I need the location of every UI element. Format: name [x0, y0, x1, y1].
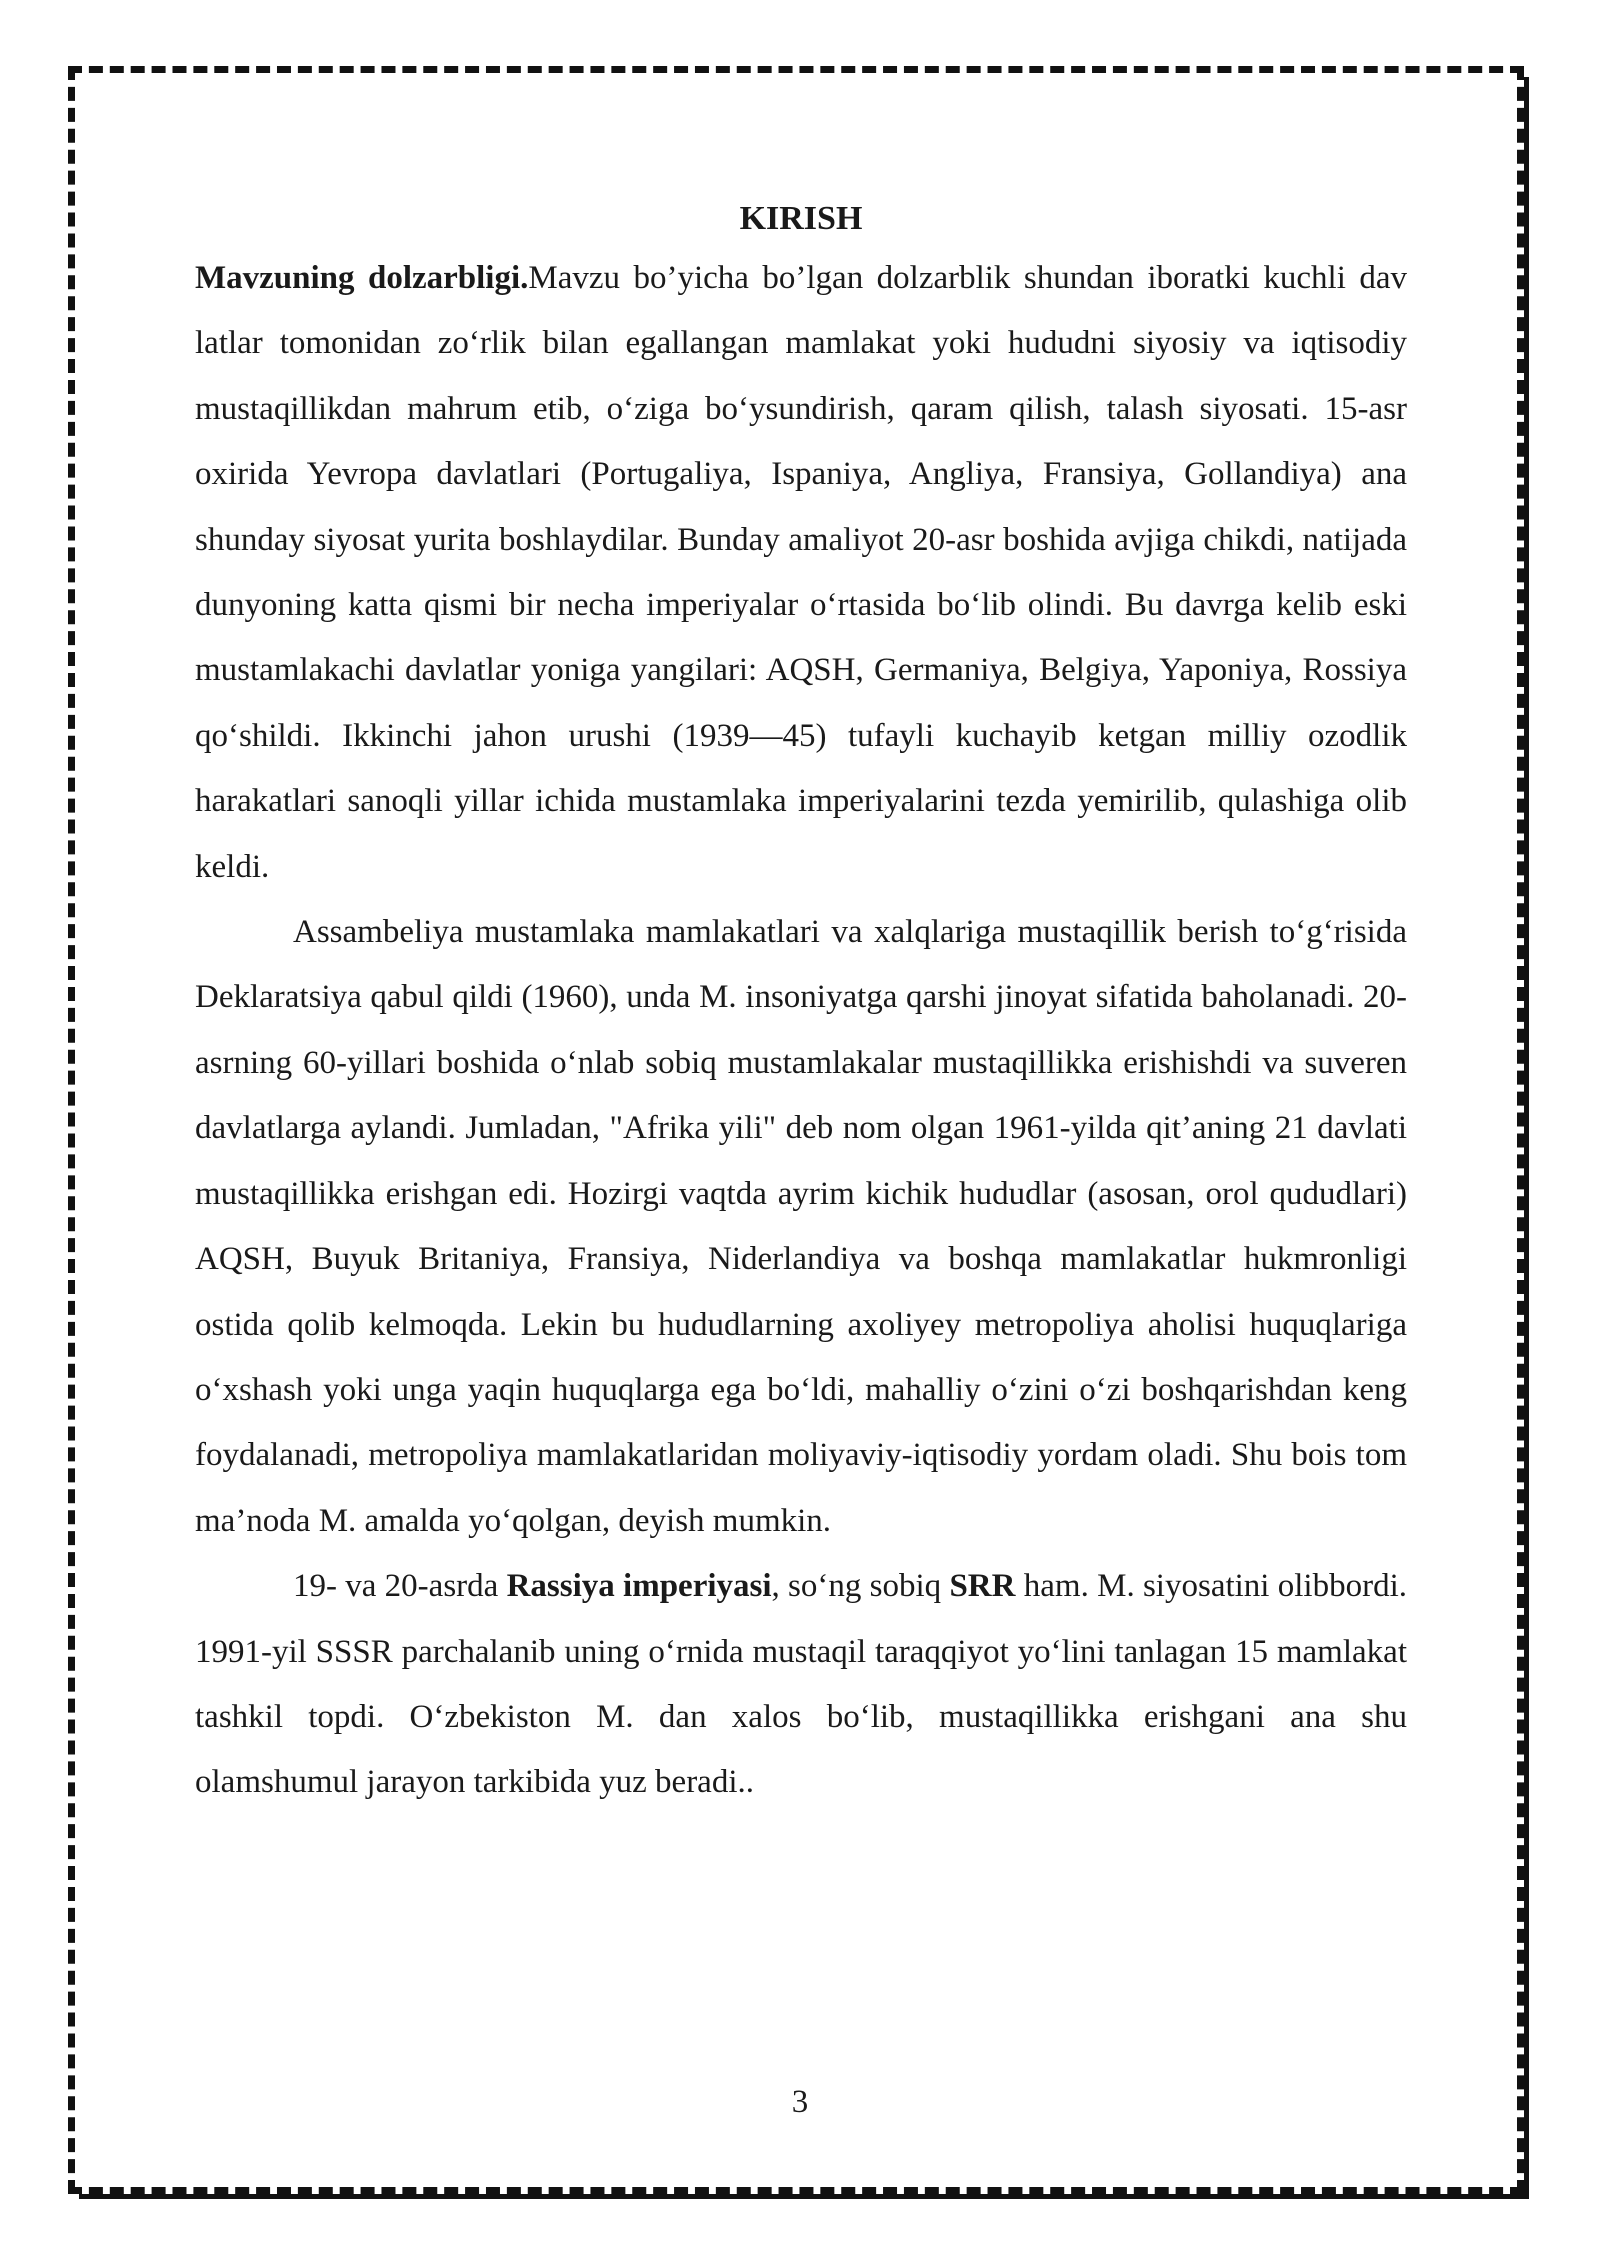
- page-number: 3: [791, 2084, 809, 2120]
- paragraph-russian-empire: [195, 1554, 1407, 1816]
- russia-empire-bold: Rassiya imperiyasi: [506, 1568, 772, 1605]
- section-title: KIRISH: [739, 200, 863, 237]
- srr-bold: SRR: [949, 1568, 1016, 1605]
- russia-text-1: 19- va 20-asrda: [293, 1568, 507, 1605]
- document-body: [195, 192, 1407, 1816]
- paragraph-declaration: Assambeliya mustamlaka mamlakatlari va xalqlariga mustaqillik berish toʻgʻrisida Deklaratsiya qabul qildi (1960), unda M. insoniyatga qarshi jinoyat sifatida baholanadi. 20-asrning 60-yillari boshida oʻnlab sobiq mustamlakalar mustaqillikka erishishdi va suveren davlatlarga aylandi. Jumladan, "Afrika yili" deb nom olgan 1961-yilda qit’aning 21 davlati mustaqillikka erishgan edi. Hozirgi vaqtda ayrim kichik hududlar (asosan, orol qududlari) AQSH, Buyuk Britaniya, Fransiya, Niderlandiya va boshqa mamlakatlar hukmronligi ostida qolib kelmoqda. Lekin bu hududlarning axoliyey metropoliya aholisi huquqlariga oʻxshash yoki unga yaqin huquqlarga ega boʻldi, mahalliy oʻzini oʻzi boshqarishdan keng foydalanadi, metropoliya mamlakatlaridan moliyaviy-iqtisodiy yordam oladi. Shu bois tom ma’noda M. amalda yoʻqolgan, deyish mumkin.: [195, 914, 1407, 1539]
- russia-text-2: , soʻng sobiq: [771, 1568, 950, 1605]
- russia-text-3: ham. M. siyosatini olibbordi. 1991-yil SSSR parchalanib uning oʻrnida mustaqil taraqqiyot yoʻlini tanlagan 15 mamlakat tashkil topdi. Oʻzbekiston M. dan xalos boʻlib, mustaqillikka erishgani ana shu olamshumul jarayon tarkibida yuz beradi..: [195, 1568, 1407, 1801]
- relevance-text: Mavzu bo’yicha bo’lgan dolzarblik shundan iboratki kuchli dav latlar tomonidan zoʻrlik bilan egallangan mamlakat yoki hududni siyosiy va iqtisodiy mustaqillikdan mahrum etib, oʻziga boʻysundirish, qaram qilish, talash siyosati. 15-asr oxirida Yevropa davlatlari (Portugaliya, Ispaniya, Angliya, Fransiya, Gollandiya) ana shunday siyosat yurita boshlaydilar. Bunday amaliyot 20-asr boshida avjiga chikdi, natijada dunyoning katta qismi bir necha imperiyalar oʻrtasida boʻlib olindi. Bu davrga kelib eski mustamlakachi davlatlar yoniga yangilari: AQSH, Germaniya, Belgiya, Yaponiya, Rossiya qoʻshildi. Ikkinchi jahon urushi (1939—45) tufayli kuchayib ketgan milliy ozodlik harakatlari sanoqli yillar ichida mustamlaka imperiyalarini tezda yemirilib, qulashiga olib keldi.: [195, 260, 1407, 885]
- paragraph-relevance: [195, 246, 1407, 900]
- relevance-heading: Mavzuning dolzarbligi.: [195, 260, 529, 296]
